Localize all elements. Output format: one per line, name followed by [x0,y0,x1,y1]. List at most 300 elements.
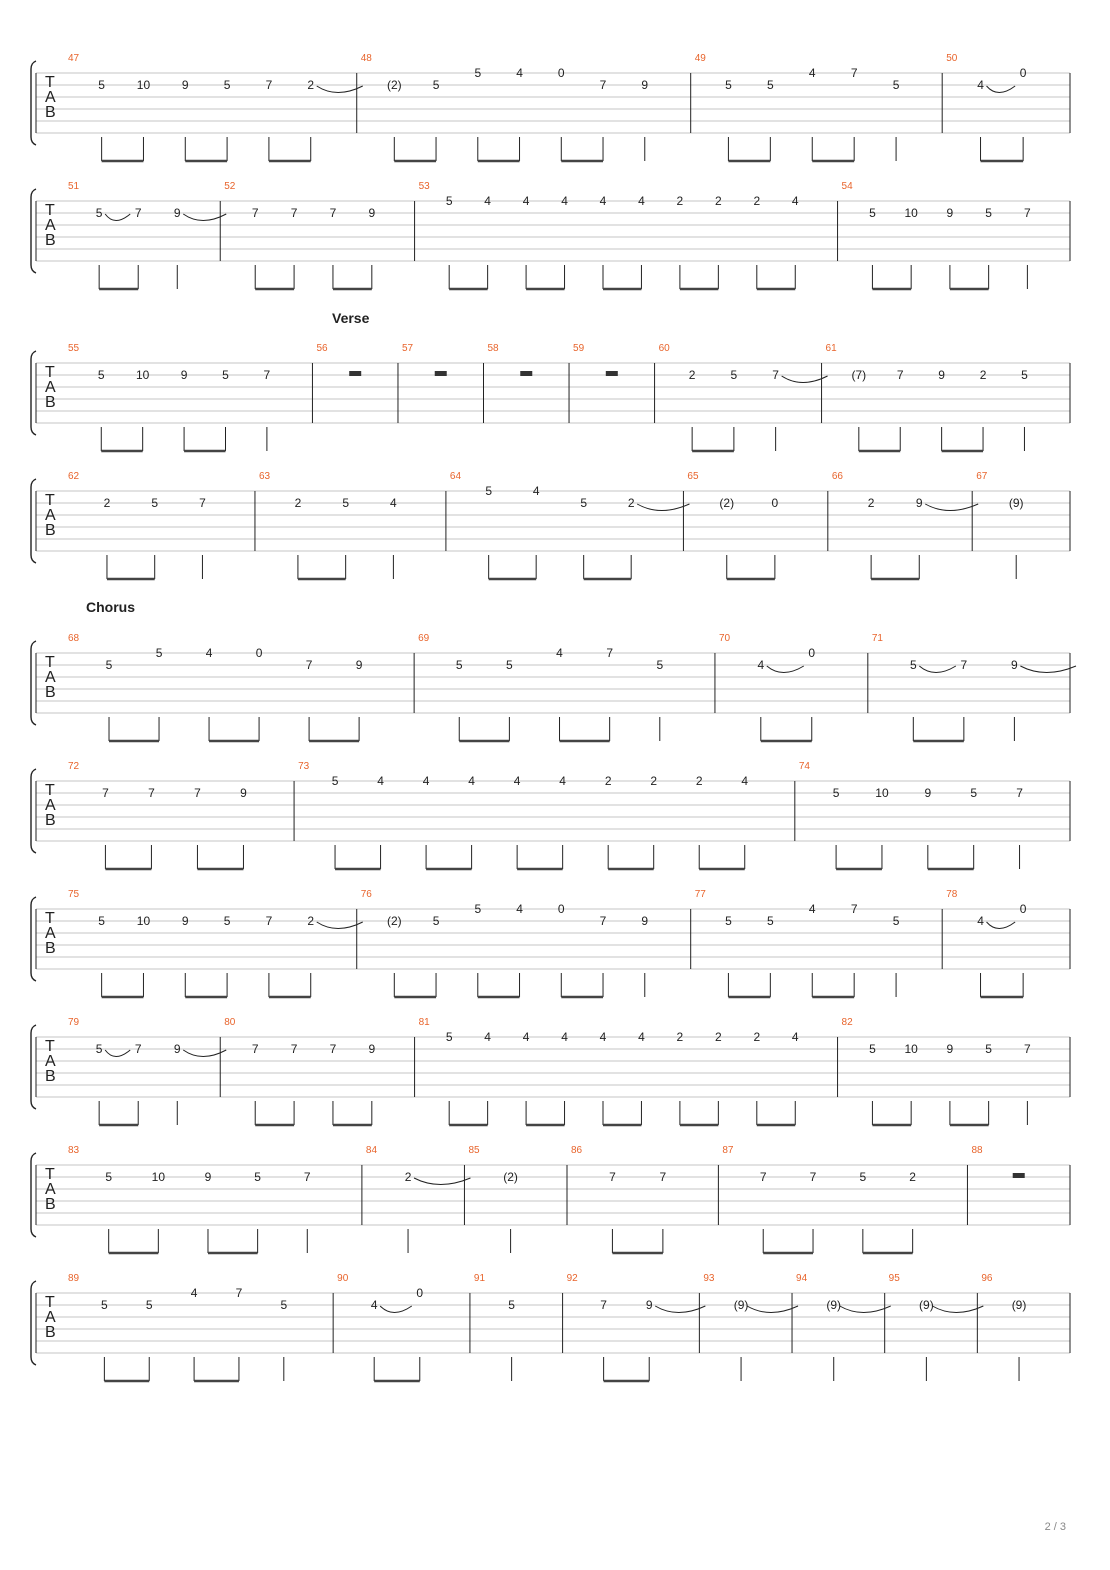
tie-arc [105,214,130,221]
fret-number: 7 [265,78,273,92]
fret-number: 4 [468,774,475,788]
fret-number: 5 [97,368,105,382]
fret-number: 5 [485,484,493,498]
fret-number: (7) [851,368,867,382]
fret-number: 7 [235,1286,243,1300]
measure [885,1273,984,1381]
measure-number: 80 [224,1017,236,1028]
tab-clef-letter: T [45,1038,55,1055]
whole-rest [435,371,447,376]
section-label: Chorus [86,599,135,615]
tab-clef-letter: B [45,812,56,829]
tie-arc [767,666,804,673]
fret-number: 5 [223,914,231,928]
fret-number: 2 [627,496,635,510]
measure-number: 53 [418,181,430,192]
fret-number: 2 [404,1170,412,1184]
fret-number: 4 [791,194,799,208]
tie-arc [747,1306,798,1313]
fret-number: 5 [95,206,103,220]
fret-number: 0 [255,646,263,660]
measure-number: 83 [68,1145,80,1156]
fret-number: 9 [938,368,945,382]
tab-system [31,761,1070,869]
measure-number: 77 [694,889,706,900]
measure-number: 84 [365,1145,378,1156]
fret-number: 5 [580,496,588,510]
fret-number: 7 [251,206,259,220]
measure-number: 74 [798,761,810,772]
fret-number: 7 [1024,206,1031,220]
measure-number: 93 [703,1273,715,1284]
fret-number: 9 [181,78,189,92]
fret-number: 9 [173,1042,181,1056]
fret-number: 5 [432,914,440,928]
measure-number: 71 [871,633,883,644]
fret-number: 7 [809,1170,817,1184]
measure [68,1273,287,1381]
measure [795,761,1023,869]
measure-number: 72 [68,761,80,772]
fret-number: 2 [676,194,684,208]
fret-number: 5 [98,914,105,928]
tab-clef-letter: A [45,379,56,396]
fret-number: 7 [303,1170,311,1184]
tie-arc [987,86,1016,93]
fret-number: 9 [180,368,188,382]
tab-clef-letter: A [45,925,56,942]
fret-number: 0 [1019,902,1027,916]
measure [691,889,900,997]
fret-number: 4 [808,66,816,80]
fret-number: 9 [1011,658,1018,672]
tab-clef-letter: T [45,654,55,671]
fret-number: 2 [695,774,703,788]
fret-number: 7 [850,66,858,80]
measure [715,633,815,741]
fret-number: 4 [977,78,984,92]
fret-number: 7 [148,786,155,800]
tab-clef-letter: B [45,1068,56,1085]
fret-number: 4 [638,194,645,208]
fret-number: 5 [832,786,840,800]
fret-number: 7 [599,914,607,928]
tab-clef-letter: T [45,74,55,91]
measure-number: 59 [573,343,585,354]
fret-number: 4 [516,66,523,80]
measure-number: 78 [946,889,958,900]
fret-number: 4 [516,902,523,916]
fret-number: 0 [557,66,565,80]
fret-number: 10 [875,786,889,800]
fret-number: 10 [136,914,151,928]
fret-number: 7 [134,1042,142,1056]
fret-number: 7 [960,658,968,672]
fret-number: (2) [719,496,735,510]
fret-number: 10 [904,206,918,220]
fret-number: 4 [556,646,563,660]
tab-clef-letter: A [45,1181,56,1198]
measure [333,1273,423,1381]
fret-number: 4 [484,1030,491,1044]
fret-number: 4 [808,902,816,916]
measure [868,633,1076,741]
fret-number: 9 [641,78,649,92]
fret-number: 4 [638,1030,645,1044]
system-bracket [31,1153,36,1237]
tab-clef-letter: A [45,797,56,814]
measure [255,471,397,579]
system-bracket [31,1281,36,1365]
fret-number: 5 [223,78,231,92]
tab-clef-letter: B [45,684,56,701]
fret-number: 4 [205,646,213,660]
tie-arc [655,1306,705,1313]
fret-number: (9) [733,1298,749,1312]
fret-number: 7 [606,646,614,660]
tab-clef-letter: T [45,492,55,509]
measure [68,471,206,579]
fret-number: 7 [600,1298,607,1312]
tab-system [31,889,1070,997]
tie-arc [987,922,1016,929]
tab-system [31,53,1070,161]
measure [655,343,828,451]
fret-number: 5 [869,1042,876,1056]
system-bracket [31,351,36,435]
measure [470,1273,515,1381]
fret-number: 7 [290,1042,298,1056]
measure [357,53,649,161]
fret-number: (2) [386,914,402,928]
measure-number: 92 [566,1273,578,1284]
fret-number: 9 [368,1042,376,1056]
tie-arc [317,922,363,929]
measure [415,1017,799,1125]
measure [942,53,1027,161]
measure-number: 89 [68,1273,80,1284]
measure-number: 63 [258,471,271,482]
measure [691,53,900,161]
tie-arc [105,1050,130,1057]
fret-number: 5 [222,368,229,382]
measure [718,1145,916,1253]
tab-clef-letter: T [45,910,55,927]
tie-arc [782,376,828,383]
tab-clef-letter: B [45,232,56,249]
fret-number: 7 [896,368,904,382]
fret-number: 7 [329,206,337,220]
fret-number: 4 [532,484,540,498]
tab-clef-letter: T [45,1294,55,1311]
tab-clef-letter: T [45,1166,55,1183]
system-bracket [31,189,36,273]
measure [415,181,799,289]
whole-rest [349,371,361,376]
measure [362,1145,471,1253]
fret-number: 7 [134,206,142,220]
fret-number: 7 [599,78,607,92]
tab-clef-letter: T [45,202,55,219]
measure-number: 62 [68,471,80,482]
fret-number: 4 [370,1298,378,1312]
tie-arc [925,504,978,511]
fret-number: 7 [772,368,779,382]
fret-number: 9 [240,786,247,800]
fret-number: 4 [561,1030,568,1044]
measure [563,1273,706,1381]
fret-number: 9 [924,786,932,800]
tab-system [31,343,1070,451]
fret-number: 9 [181,914,189,928]
measure-number: 65 [687,471,699,482]
measure-number: 79 [68,1017,80,1028]
measure [792,1273,891,1381]
fret-number: 4 [757,658,765,672]
fret-number: 4 [377,774,384,788]
tab-clef-letter: A [45,507,56,524]
tie-arc [932,1306,983,1313]
fret-number: 5 [970,786,978,800]
fret-number: 5 [445,194,453,208]
fret-number: 5 [342,496,350,510]
measure-number: 50 [946,53,958,64]
fret-number: 9 [946,1042,954,1056]
measure-number: 94 [796,1273,808,1284]
fret-number: 4 [977,914,984,928]
fret-number: 2 [688,368,696,382]
measure-number: 57 [401,343,414,354]
fret-number: 7 [759,1170,767,1184]
fret-number: 2 [307,78,315,92]
fret-number: 2 [307,914,315,928]
fret-number: 2 [867,496,875,510]
measure [294,761,748,869]
measure-number: 68 [68,633,80,644]
fret-number: 7 [329,1042,337,1056]
fret-number: 2 [103,496,111,510]
measure-number: 61 [825,343,837,354]
fret-number: 5 [474,66,482,80]
fret-number: 5 [766,914,774,928]
measure [828,471,978,579]
fret-number: 0 [771,496,779,510]
measure [220,1017,375,1125]
tab-clef-letter: B [45,1324,56,1341]
measure-number: 56 [316,343,328,354]
fret-number: 5 [474,902,482,916]
fret-number: 2 [753,194,761,208]
fret-number: 5 [985,206,992,220]
measure [68,761,247,869]
measure [972,471,1023,579]
fret-number: 5 [445,1030,453,1044]
fret-number: 5 [909,658,917,672]
measure [68,53,363,161]
measure-number: 47 [68,53,80,64]
fret-number: 4 [484,194,491,208]
fret-number: 4 [390,496,397,510]
fret-number: 2 [604,774,612,788]
fret-number: 5 [455,658,463,672]
fret-number: 9 [173,206,181,220]
fret-number: 9 [915,496,923,510]
measure [838,1017,1031,1125]
system-bracket [31,769,36,853]
fret-number: 0 [808,646,816,660]
fret-number: (9) [919,1298,934,1312]
fret-number: 4 [522,1030,530,1044]
fret-number: 2 [650,774,658,788]
fret-number: 4 [599,1030,607,1044]
system-bracket [31,641,36,725]
measure [446,471,690,579]
fret-number: 4 [559,774,566,788]
fret-number: 4 [522,194,530,208]
measure [977,1273,1026,1381]
fret-number: 5 [985,1042,992,1056]
fret-number: 5 [155,646,163,660]
fret-number: 5 [145,1298,153,1312]
fret-number: 5 [725,914,732,928]
tab-clef-letter: B [45,940,56,957]
tie-arc [840,1306,891,1313]
measure-number: 85 [468,1145,480,1156]
measure-number: 48 [360,53,372,64]
measure-number: 81 [418,1017,430,1028]
fret-number: 7 [194,786,201,800]
measure [822,343,1029,451]
fret-number: 2 [753,1030,761,1044]
measure [942,889,1027,997]
measure [68,1145,311,1253]
fret-number: 4 [791,1030,799,1044]
measure-number: 96 [981,1273,993,1284]
measure-number: 82 [841,1017,853,1028]
tab-clef-letter: A [45,89,56,106]
fret-number: 9 [645,1298,653,1312]
tab-clef-letter: T [45,782,55,799]
whole-rest [520,371,532,376]
fret-number: 5 [656,658,664,672]
fret-number: 5 [859,1170,867,1184]
fret-number: 7 [850,902,858,916]
fret-number: (9) [826,1298,842,1312]
measure [357,889,649,997]
fret-number: 5 [892,914,900,928]
fret-number: 0 [416,1286,424,1300]
fret-number: 9 [641,914,649,928]
measure-number: 90 [337,1273,349,1284]
measure-number: 52 [224,181,236,192]
tab-system [31,633,1076,741]
fret-number: 7 [265,914,273,928]
tab-system [31,1145,1070,1253]
tie-arc [317,86,363,93]
fret-number: 5 [869,206,876,220]
measure [68,343,271,451]
measure-number: 55 [68,343,80,354]
fret-number: 4 [741,774,749,788]
whole-rest [1013,1173,1025,1178]
fret-number: (2) [386,78,402,92]
measure [683,471,778,579]
measure-number: 58 [487,343,499,354]
measure-number: 60 [658,343,670,354]
fret-number: 4 [422,774,430,788]
tab-clef-letter: B [45,522,56,539]
tab-clef-letter: A [45,217,56,234]
tab-clef-letter: A [45,1053,56,1070]
tie-arc [919,666,956,673]
measure-number: 75 [68,889,80,900]
fret-number: 5 [254,1170,261,1184]
fret-number: 10 [151,1170,166,1184]
tab-system [31,471,1070,579]
measure [414,633,663,741]
fret-number: 5 [766,78,774,92]
fret-number: 7 [1024,1042,1031,1056]
fret-number: 4 [190,1286,198,1300]
fret-number: 7 [305,658,313,672]
tie-arc [414,1178,470,1185]
fret-number: 9 [204,1170,212,1184]
fret-number: 5 [280,1298,288,1312]
fret-number: 5 [101,1298,108,1312]
system-bracket [31,897,36,981]
fret-number: 7 [102,786,109,800]
tab-clef-letter: A [45,669,56,686]
fret-number: 7 [263,368,271,382]
fret-number: 2 [909,1170,916,1184]
fret-number: 5 [98,78,105,92]
measure-number: 73 [298,761,310,772]
fret-number: 2 [715,194,722,208]
fret-number: 4 [599,194,607,208]
fret-number: 7 [199,496,206,510]
tab-system [31,181,1070,289]
fret-number: 2 [979,368,987,382]
fret-number: 5 [892,78,900,92]
tab-clef-letter: B [45,104,56,121]
measure-number: 51 [68,181,80,192]
fret-number: 5 [151,496,159,510]
measure-number: 76 [360,889,372,900]
tie-arc [1020,666,1076,673]
tab-clef-letter: B [45,1196,56,1213]
measure [699,1273,798,1381]
fret-number: 9 [946,206,954,220]
fret-number: 7 [609,1170,616,1184]
tie-arc [380,1306,412,1313]
measure [68,181,226,289]
fret-number: 2 [676,1030,684,1044]
measure-number: 64 [449,471,462,482]
fret-number: 5 [95,1042,103,1056]
fret-number: 5 [432,78,440,92]
fret-number: (9) [1011,1298,1027,1312]
measure-number: 91 [473,1273,486,1284]
fret-number: (2) [503,1170,518,1184]
tab-clef-letter: A [45,1309,56,1326]
fret-number: 0 [557,902,565,916]
whole-rest [606,371,618,376]
measure-number: 69 [418,633,430,644]
fret-number: (9) [1008,496,1024,510]
measure [220,181,375,289]
fret-number: 2 [715,1030,722,1044]
system-bracket [31,61,36,145]
